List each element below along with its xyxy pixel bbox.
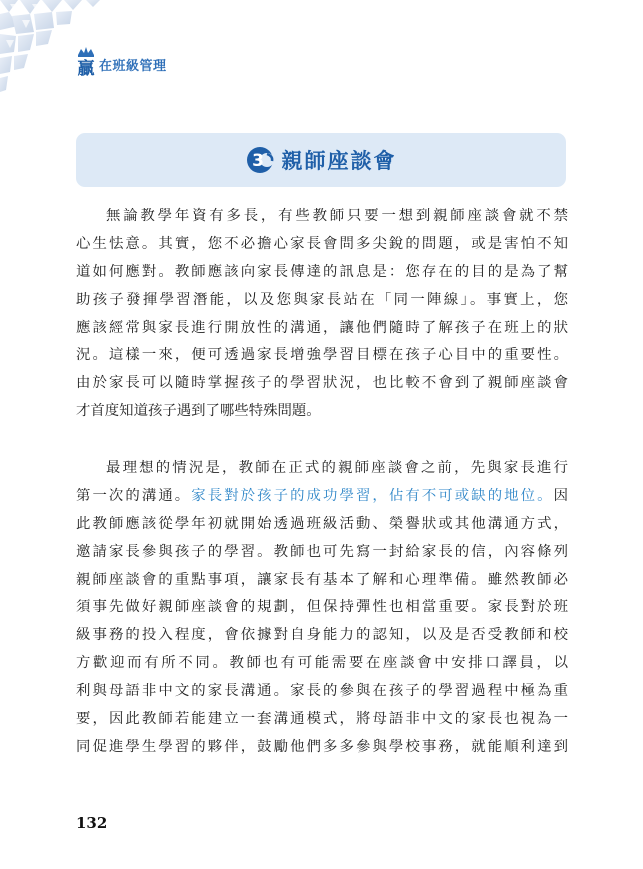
section-heading [76,133,566,187]
paragraph-line: 由於家長可以隨時掌握孩子的學習狀況，也比較不會到了親師座談會 [76,375,568,392]
paragraph-line: 須事先做好親師座談會的規劃，但保持彈性也相當重要。家長對於班 [76,599,568,616]
paragraph-line: 道如何應對。教師應該向家長傳達的訊息是：您存在的目的是為了幫 [76,263,568,280]
paragraph-line: 況。這樣一來，便可透過家長增強學習目標在孩子心目中的重要性。 [76,347,568,364]
paragraph-line: 最理想的情況是，教師在正式的親師座談會之前，先與家長進行 [106,460,568,476]
paragraph-line: 才首度知道孩子遇到了哪些特殊問題。 [76,403,321,420]
paragraph-line: 級事務的投入程度，會依據對自身能力的認知，以及是否受教師和校 [76,627,568,644]
highlighted-sentence: 家長對於孩子的成功學習，佔有不可或缺的地位。 [191,487,554,504]
paragraph-line: 親師座談會的重點事項，讓家長有基本了解和心理準備。雖然教師必 [76,571,568,588]
paragraph-line: 應該經常與家長進行開放性的溝通，讓他們隨時了解孩子在班上的狀 [76,319,568,336]
paragraph-line: 心生怯意。其實，您不必擔心家長會問多尖銳的問題，或是害怕不知 [76,235,568,252]
paragraph-line-with-highlight [76,483,568,511]
paragraph-line: 方歡迎而有所不同。教師也有可能需要在座談會中安排口譯員，以 [76,655,568,672]
paragraph-1 [76,203,568,426]
section-title: 親師座談會 [281,149,397,173]
paragraph-line: 利與母語非中文的家長溝通。家長的參與在孩子的學習過程中極為重 [76,683,568,700]
section-number: 3 [251,151,264,171]
paragraph-line: 要，因此教師若能建立一套溝通模式，將母語非中文的家長也視為一 [76,711,568,728]
header-title: 在班級管理 [99,59,167,74]
crown-logo-icon [74,46,98,76]
text-segment: 第一次的溝通。 [76,487,192,504]
paragraph-2 [76,455,568,762]
text-segment: 因 [553,487,568,504]
paragraph-line: 此教師應該從學年初就開始透過班級活動、榮譽狀或其他溝通方式， [76,515,568,532]
paragraph-line: 助孩子發揮學習潛能，以及您與家長站在「同一陣線」。事實上，您 [76,291,568,308]
logo-char: 贏 [77,59,95,76]
paragraph-line: 邀請家長參與孩子的學習。教師也可先寫一封給家長的信，內容條列 [76,543,568,560]
running-header [74,44,167,76]
page-number: 132 [76,814,108,832]
section-number-icon [246,145,276,175]
paragraph-line: 同促進學生學習的夥伴，鼓勵他們多多參與學校事務，就能順利達到 [76,738,568,755]
paragraph-line: 無論教學年資有多長，有些教師只要一想到親師座談會就不禁 [106,208,568,224]
